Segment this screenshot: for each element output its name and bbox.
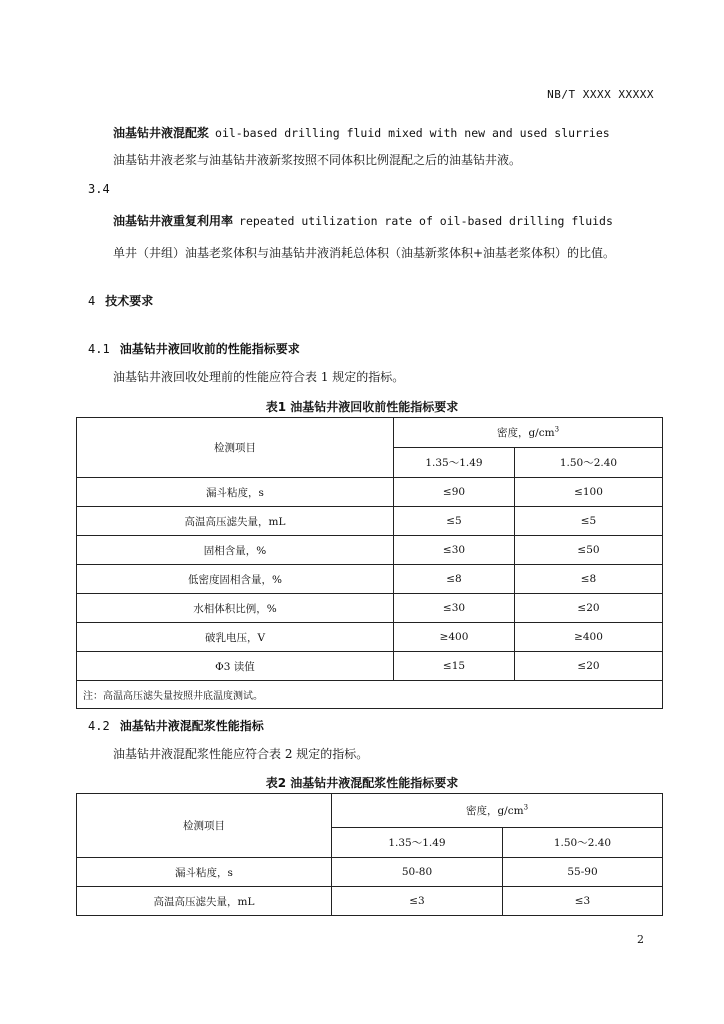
term-definition: 单井（井组）油基老浆体积与油基钻井液消耗总体积（油基新浆体积+油基老浆体积）的比值。 [113,246,616,260]
table-cell-item: 高温高压滤失量，mL [77,887,332,916]
table-cell-item: 漏斗粘度，s [77,858,332,887]
standard-number-header: NB/T XXXX XXXXX [547,88,654,101]
section-title: 技术要求 [105,294,154,308]
table-cell: ≤20 [515,652,663,681]
clause-number: 3.4 [88,182,110,196]
term-heading-mixed-slurry [113,124,610,141]
table-cell-item: 高温高压滤失量，mL [77,507,394,536]
table-cell: ≤20 [515,594,663,623]
table-header-range: 1.35～1.49 [394,448,515,478]
table-row [77,594,663,623]
table-header-item: 检测项目 [77,794,332,858]
table-cell: ≤3 [503,887,663,916]
table-header-density: 密度，$g/cm^3$ [394,418,663,448]
term-heading-utilization-rate [113,212,613,229]
table-cell: ≤15 [394,652,515,681]
table-cell-item: 固相含量，% [77,536,394,565]
section-title: 油基钻井液混配浆性能指标 [119,719,264,733]
table-cell: ≤90 [394,478,515,507]
table-2 [76,793,663,916]
section-heading-4-1 [88,340,300,357]
table-row [77,858,663,887]
table-cell-item: 漏斗粘度，s [77,478,394,507]
table-cell: ≤5 [515,507,663,536]
table-header-range: 1.50～2.40 [515,448,663,478]
section-number: 4.1 [88,342,110,356]
table-row [77,887,663,916]
table-cell: ≤30 [394,594,515,623]
table-cell: ≤3 [332,887,503,916]
table-cell: ≥400 [515,623,663,652]
table-cell-item: 破乳电压，V [77,623,394,652]
term-title-en: oil-based drilling fluid mixed with new and used slurries [215,126,610,140]
table-cell: 50-80 [332,858,503,887]
table-row [77,623,663,652]
table-caption: 表1 油基钻井液回收前性能指标要求 [265,400,459,414]
section-heading-4-2 [88,717,264,734]
table-header-range: 1.35～1.49 [332,828,503,858]
table-cell: ≤5 [394,507,515,536]
table-cell: ≤30 [394,536,515,565]
term-title-en: repeated utilization rate of oil-based drilling fluids [239,214,613,228]
table-header-item: 检测项目 [77,418,394,478]
table-row [77,652,663,681]
section-heading-4 [88,292,153,309]
table-cell: ≥400 [394,623,515,652]
table-cell: ≤8 [515,565,663,594]
term-definition: 油基钻井液老浆与油基钻井液新浆按照不同体积比例混配之后的油基钻井液。 [113,153,522,167]
term-title-cn: 油基钻井液重复利用率 [113,214,234,228]
table-cell: ≤8 [394,565,515,594]
table-row [77,536,663,565]
section-number: 4 [88,294,96,308]
table-1 [76,417,663,709]
page-number: 2 [637,933,644,946]
section-title: 油基钻井液回收前的性能指标要求 [119,342,300,356]
table-row [77,507,663,536]
table-cell: 55-90 [503,858,663,887]
table-note: 注：高温高压滤失量按照井底温度测试。 [77,681,663,709]
table-header-density: 密度，$g/cm^3$ [332,794,663,828]
table-cell: ≤50 [515,536,663,565]
table-cell: ≤100 [515,478,663,507]
term-title-cn: 油基钻井液混配浆 [113,126,210,140]
table-row [77,478,663,507]
section-number: 4.2 [88,719,110,733]
table-cell-item: Φ3 读值 [77,652,394,681]
paragraph: 油基钻井液回收处理前的性能应符合表 1 规定的指标。 [113,370,405,384]
paragraph: 油基钻井液混配浆性能应符合表 2 规定的指标。 [113,747,369,761]
table-cell-item: 低密度固相含量，% [77,565,394,594]
table-row [77,565,663,594]
table-header-range: 1.50～2.40 [503,828,663,858]
table-caption: 表2 油基钻井液混配浆性能指标要求 [265,776,459,790]
table-cell-item: 水相体积比例，% [77,594,394,623]
